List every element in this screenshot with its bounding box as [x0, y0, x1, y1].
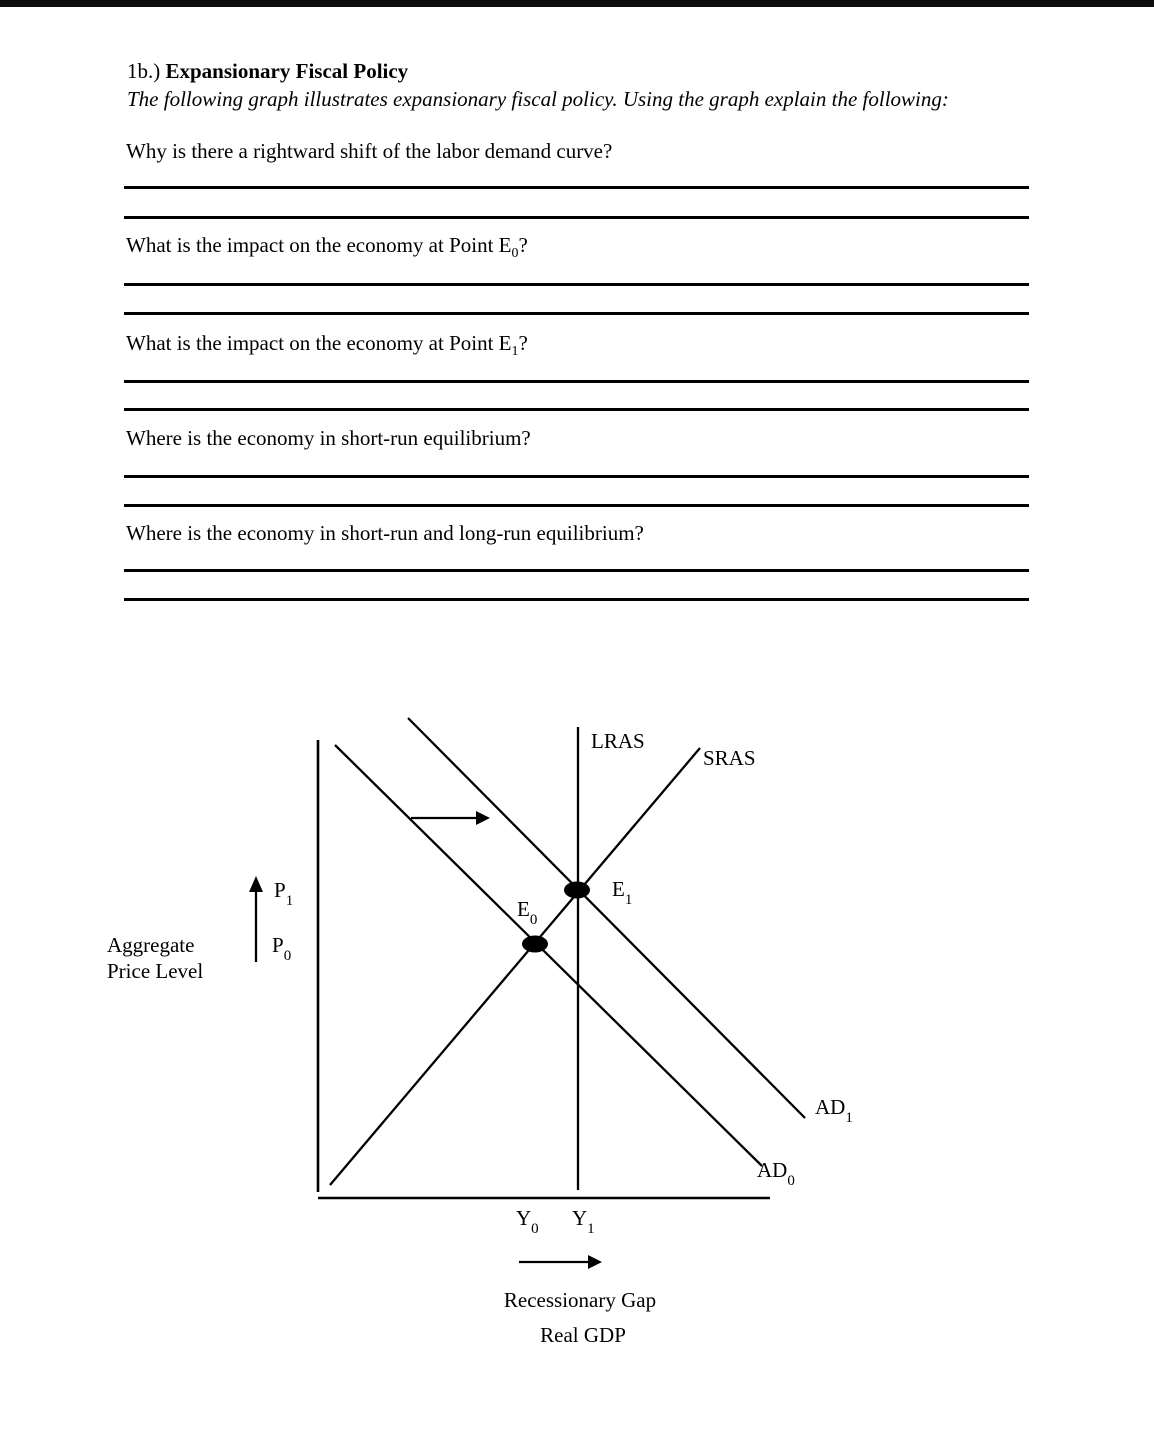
answer-line-3a — [124, 380, 1029, 383]
ad-shift-arrow-head — [476, 811, 490, 825]
ad-as-graph — [90, 700, 890, 1400]
price-rise-arrow-head — [249, 876, 263, 892]
ad1-label: $AD_1$ — [815, 1095, 853, 1126]
scan-artifact-top-bar — [0, 0, 1154, 7]
answer-line-3b — [124, 408, 1029, 411]
ad1-curve — [408, 718, 805, 1118]
answer-line-4b — [124, 504, 1029, 507]
question-3-text: What is the impact on the economy at Point E — [126, 331, 512, 355]
recessionary-gap-label: Recessionary Gap — [503, 1288, 657, 1312]
answer-line-5a — [124, 569, 1029, 572]
x-axis-title: Real GDP — [540, 1323, 626, 1347]
question-2-subscript: 0 — [511, 245, 519, 261]
y-axis-title-line1: Aggregate — [107, 933, 195, 957]
question-2-text: What is the impact on the economy at Point E — [126, 233, 512, 257]
sras-curve — [330, 748, 700, 1185]
ad0-label: $AD_0$ — [757, 1158, 795, 1189]
e0-point — [522, 936, 548, 953]
sras-label: SRAS — [703, 746, 756, 770]
question-3-subscript: 1 — [511, 343, 519, 359]
answer-line-1a — [124, 186, 1029, 189]
gap-arrow-head — [588, 1255, 602, 1269]
answer-line-5b — [124, 598, 1029, 601]
question-1: Why is there a rightward shift of the labor demand curve? — [126, 139, 613, 163]
y-axis-title-line2: Price Level — [107, 959, 204, 983]
e0-label: $E_0$ — [517, 897, 538, 928]
answer-line-1b — [124, 216, 1029, 219]
y0-label: $Y_0$ — [516, 1206, 539, 1237]
lras-label: LRAS — [591, 729, 645, 753]
p1-label: $P_1$ — [274, 878, 294, 909]
section-header — [127, 59, 408, 84]
question-4: Where is the economy in short-run equilibrium? — [126, 426, 531, 450]
question-3-tail: ? — [518, 331, 528, 355]
instructions-text: The following graph illustrates expansionary fiscal policy. Using the graph explain the following: — [127, 87, 949, 111]
p0-label: $P_0$ — [272, 933, 292, 964]
question-2 — [126, 233, 528, 261]
answer-line-4a — [124, 475, 1029, 478]
question-2-tail: ? — [518, 233, 528, 257]
section-number: 1b.) — [127, 59, 166, 83]
question-3 — [126, 331, 528, 359]
answer-line-2b — [124, 312, 1029, 315]
e1-point — [564, 882, 590, 899]
e1-label: $E_1$ — [612, 877, 633, 908]
question-5: Where is the economy in short-run and long-run equilibrium? — [126, 521, 644, 545]
y1-label: $Y_1$ — [572, 1206, 595, 1237]
answer-line-2a — [124, 283, 1029, 286]
section-title: Expansionary Fiscal Policy — [165, 59, 409, 83]
